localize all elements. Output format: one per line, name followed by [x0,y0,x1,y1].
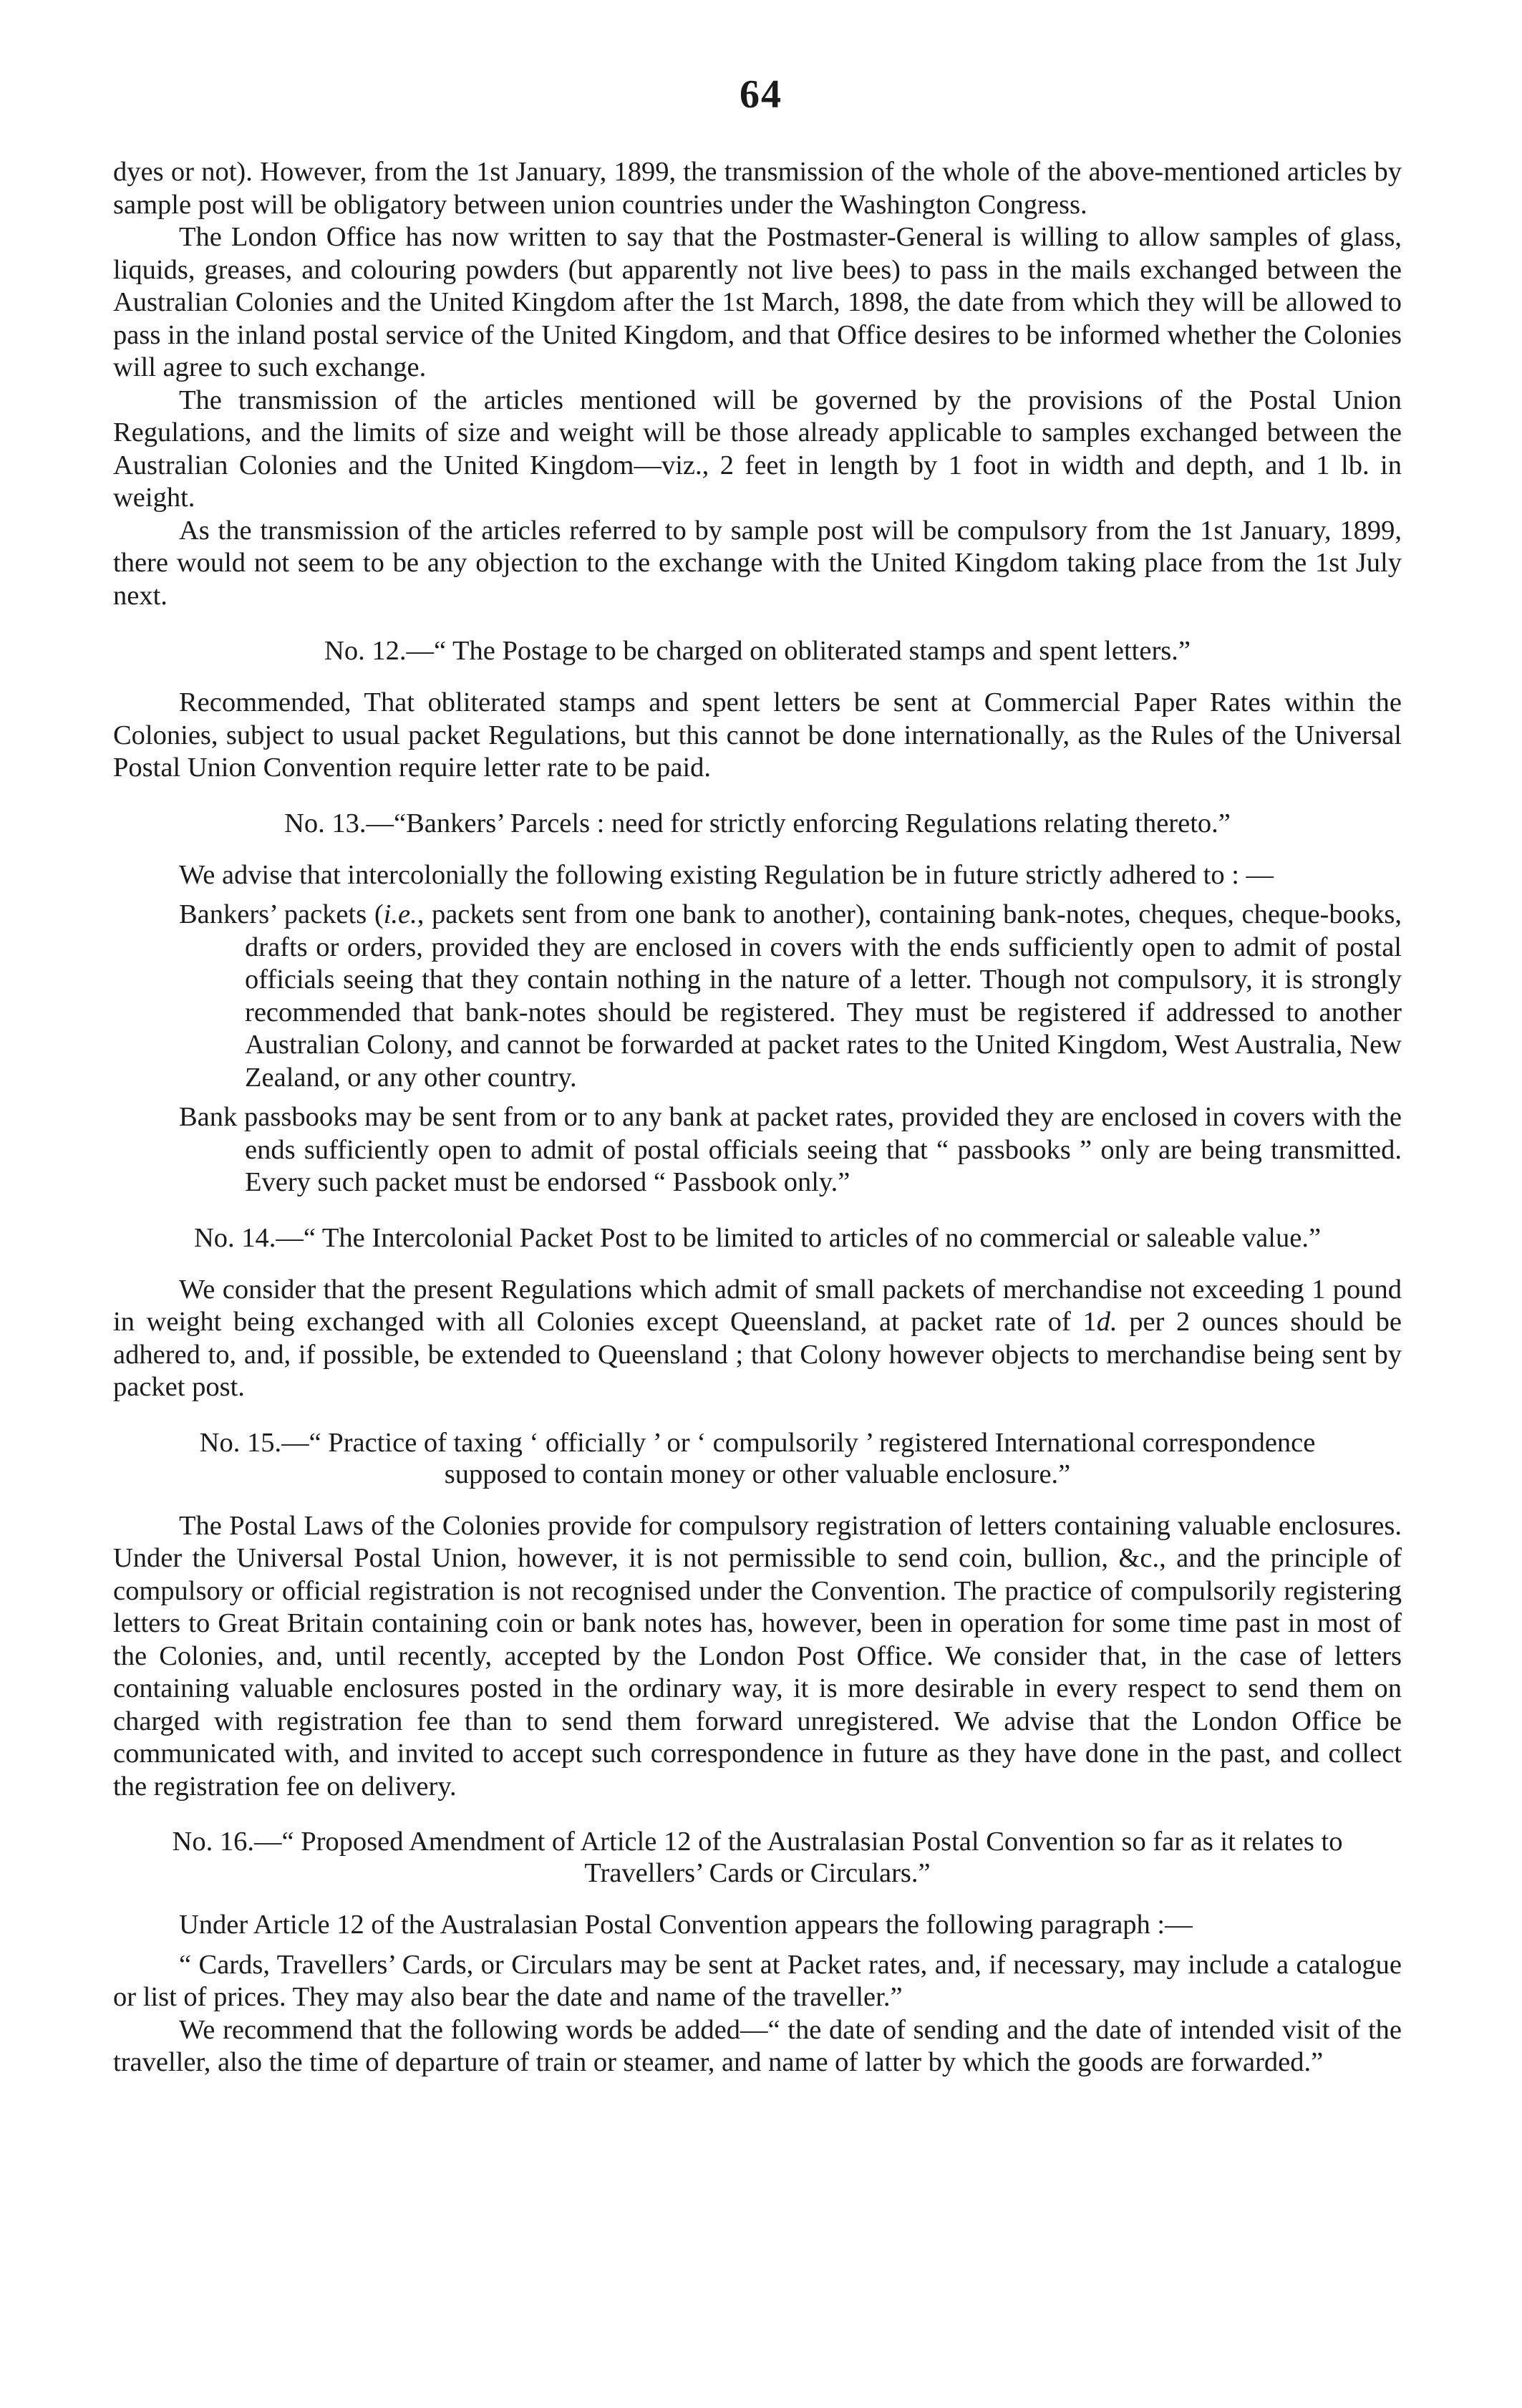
paragraph: We recommend that the following words be added—“ the date of sending and the date of intended visit of the traveller, also the time of departure of train or steamer, and name of latter by which the goods are forwarded.” [113,2014,1402,2077]
document-body [113,156,1402,2079]
italic-abbrev: d. [1096,1307,1118,1337]
section-heading-12: No. 12.—“ The Postage to be charged on obliterated stamps and spent letters.” [324,636,1191,666]
section-heading-13: No. 13.—“Bankers’ Parcels : need for strictly enforcing Regulations relating thereto.” [284,808,1231,838]
section-heading-14: No. 14.—“ The Intercolonial Packet Post to be limited to articles of no commercial or saleable value.” [193,1222,1322,1253]
paragraph: The London Office has now written to say that the Postmaster-General is willing to allow samples of glass, liquids, greases, and colouring powders (but apparently not live bees) to pass in the mails exchanged between the Australian Colonies and the United Kingdom after the 1st March, 1898, the date from which they will be allowed to pass in the inland postal service of the United Kingdom, and that Office desires to be informed whether the Colonies will agree to such exchange. [113,222,1402,382]
paragraph: As the transmission of the articles referred to by sample post will be compulsory from the 1st January, 1899, there would not seem to be any objection to the exchange with the United Kingdom taking place from the 1st July next. [113,515,1402,611]
regulation-paragraph: Bank passbooks may be sent from or to any bank at packet rates, provided they are enclosed in covers with the ends sufficiently open to admit of postal officials seeing that “ passbooks ” only are being transmitted. Every such packet must be endorsed “ Passbook only.” [179,1102,1402,1197]
text-run: Bankers’ packets ( [179,899,384,929]
paragraph [113,1274,1402,1404]
paragraph: We advise that intercolonially the following existing Regulation be in future strictly adhered to : — [179,859,1274,890]
regulation-paragraph [179,899,1402,1094]
section-heading-15: No. 15.—“ Practice of taxing ‘ officially ’ or ‘ compulsorily ’ registered International correspondence supposed to contain money or other valuable enclosure.” [199,1427,1316,1489]
paragraph: Under Article 12 of the Australasian Postal Convention appears the following paragraph :— [179,1910,1193,1940]
page-number: 64 [740,72,782,117]
paragraph: The Postal Laws of the Colonies provide for compulsory registration of letters containing valuable enclosures. Under the Universal Postal Union, however, it is not permissible to send coin, bullion, &c., and the principle of compulsory or official registration is not recognised under the Convention. The practice of compulsorily registering letters to Great Britain containing coin or bank notes has, however, been in operation for some time past in most of the Colonies, and, until recently, accepted by the London Post Office. We consider that, in the case of letters containing valuable enclosures posted in the ordinary way, it is more desirable in every respect to send them on charged with registration fee than to send them forward unregistered. We advise that the London Office be communicated with, and invited to accept such correspondence in future as they have done in the past, and collect the registration fee on delivery. [113,1510,1402,1802]
italic-abbrev: i.e. [383,899,417,929]
text-run: per 2 ounces should be adhered to, and, if possible, be extended to Queensland ; that Colony however objects to merchandise being sent by packet post. [113,1307,1402,1402]
text-run: , packets sent from one bank to another), containing bank-notes, cheques, cheque-books, drafts or orders, provided they are enclosed in covers with the ends sufficiently open to admit of postal officials seeing that they contain nothing in the nature of a letter. Though not compulsory, it is strongly recommended that bank-notes should be registered. They must be registered if addressed to another Australian Colony, and cannot be forwarded at packet rates to the United Kingdom, West Australia, New Zealand, or any other country. [245,899,1402,1093]
paragraph: Recommended, That obliterated stamps and spent letters be sent at Commercial Paper Rates within the Colonies, subject to usual packet Regulations, but this cannot be done internationally, as the Rules of the Universal Postal Union Convention require letter rate to be paid. [113,687,1402,783]
paragraph: The transmission of the articles mentioned will be governed by the provisions of the Postal Union Regulations, and the limits of size and weight will be those already applicable to samples exchanged between the Australian Colonies and the United Kingdom—viz., 2 feet in length by 1 foot in width and depth, and 1 lb. in weight. [113,385,1402,513]
quoted-paragraph: “ Cards, Travellers’ Cards, or Circulars may be sent at Packet rates, and, if necessary, may include a catalogue or list of prices. They may also bear the date and name of the traveller.” [113,1949,1402,2012]
paragraph: dyes or not). However, from the 1st January, 1899, the transmission of the whole of the above-mentioned articles by sample post will be obligatory between union countries under the Washington Congress. [113,157,1402,220]
text-run: We consider that the present Regulations which admit of small packets of merchandise not exceeding 1 pound in weight being exchanged with all Colonies except Queensland, at packet rate of 1 [113,1274,1402,1337]
section-heading-16: No. 16.—“ Proposed Amendment of Article 12 of the Australasian Postal Convention so far as it relates to Travellers’ Cards or Circulars.” [172,1827,1343,1888]
